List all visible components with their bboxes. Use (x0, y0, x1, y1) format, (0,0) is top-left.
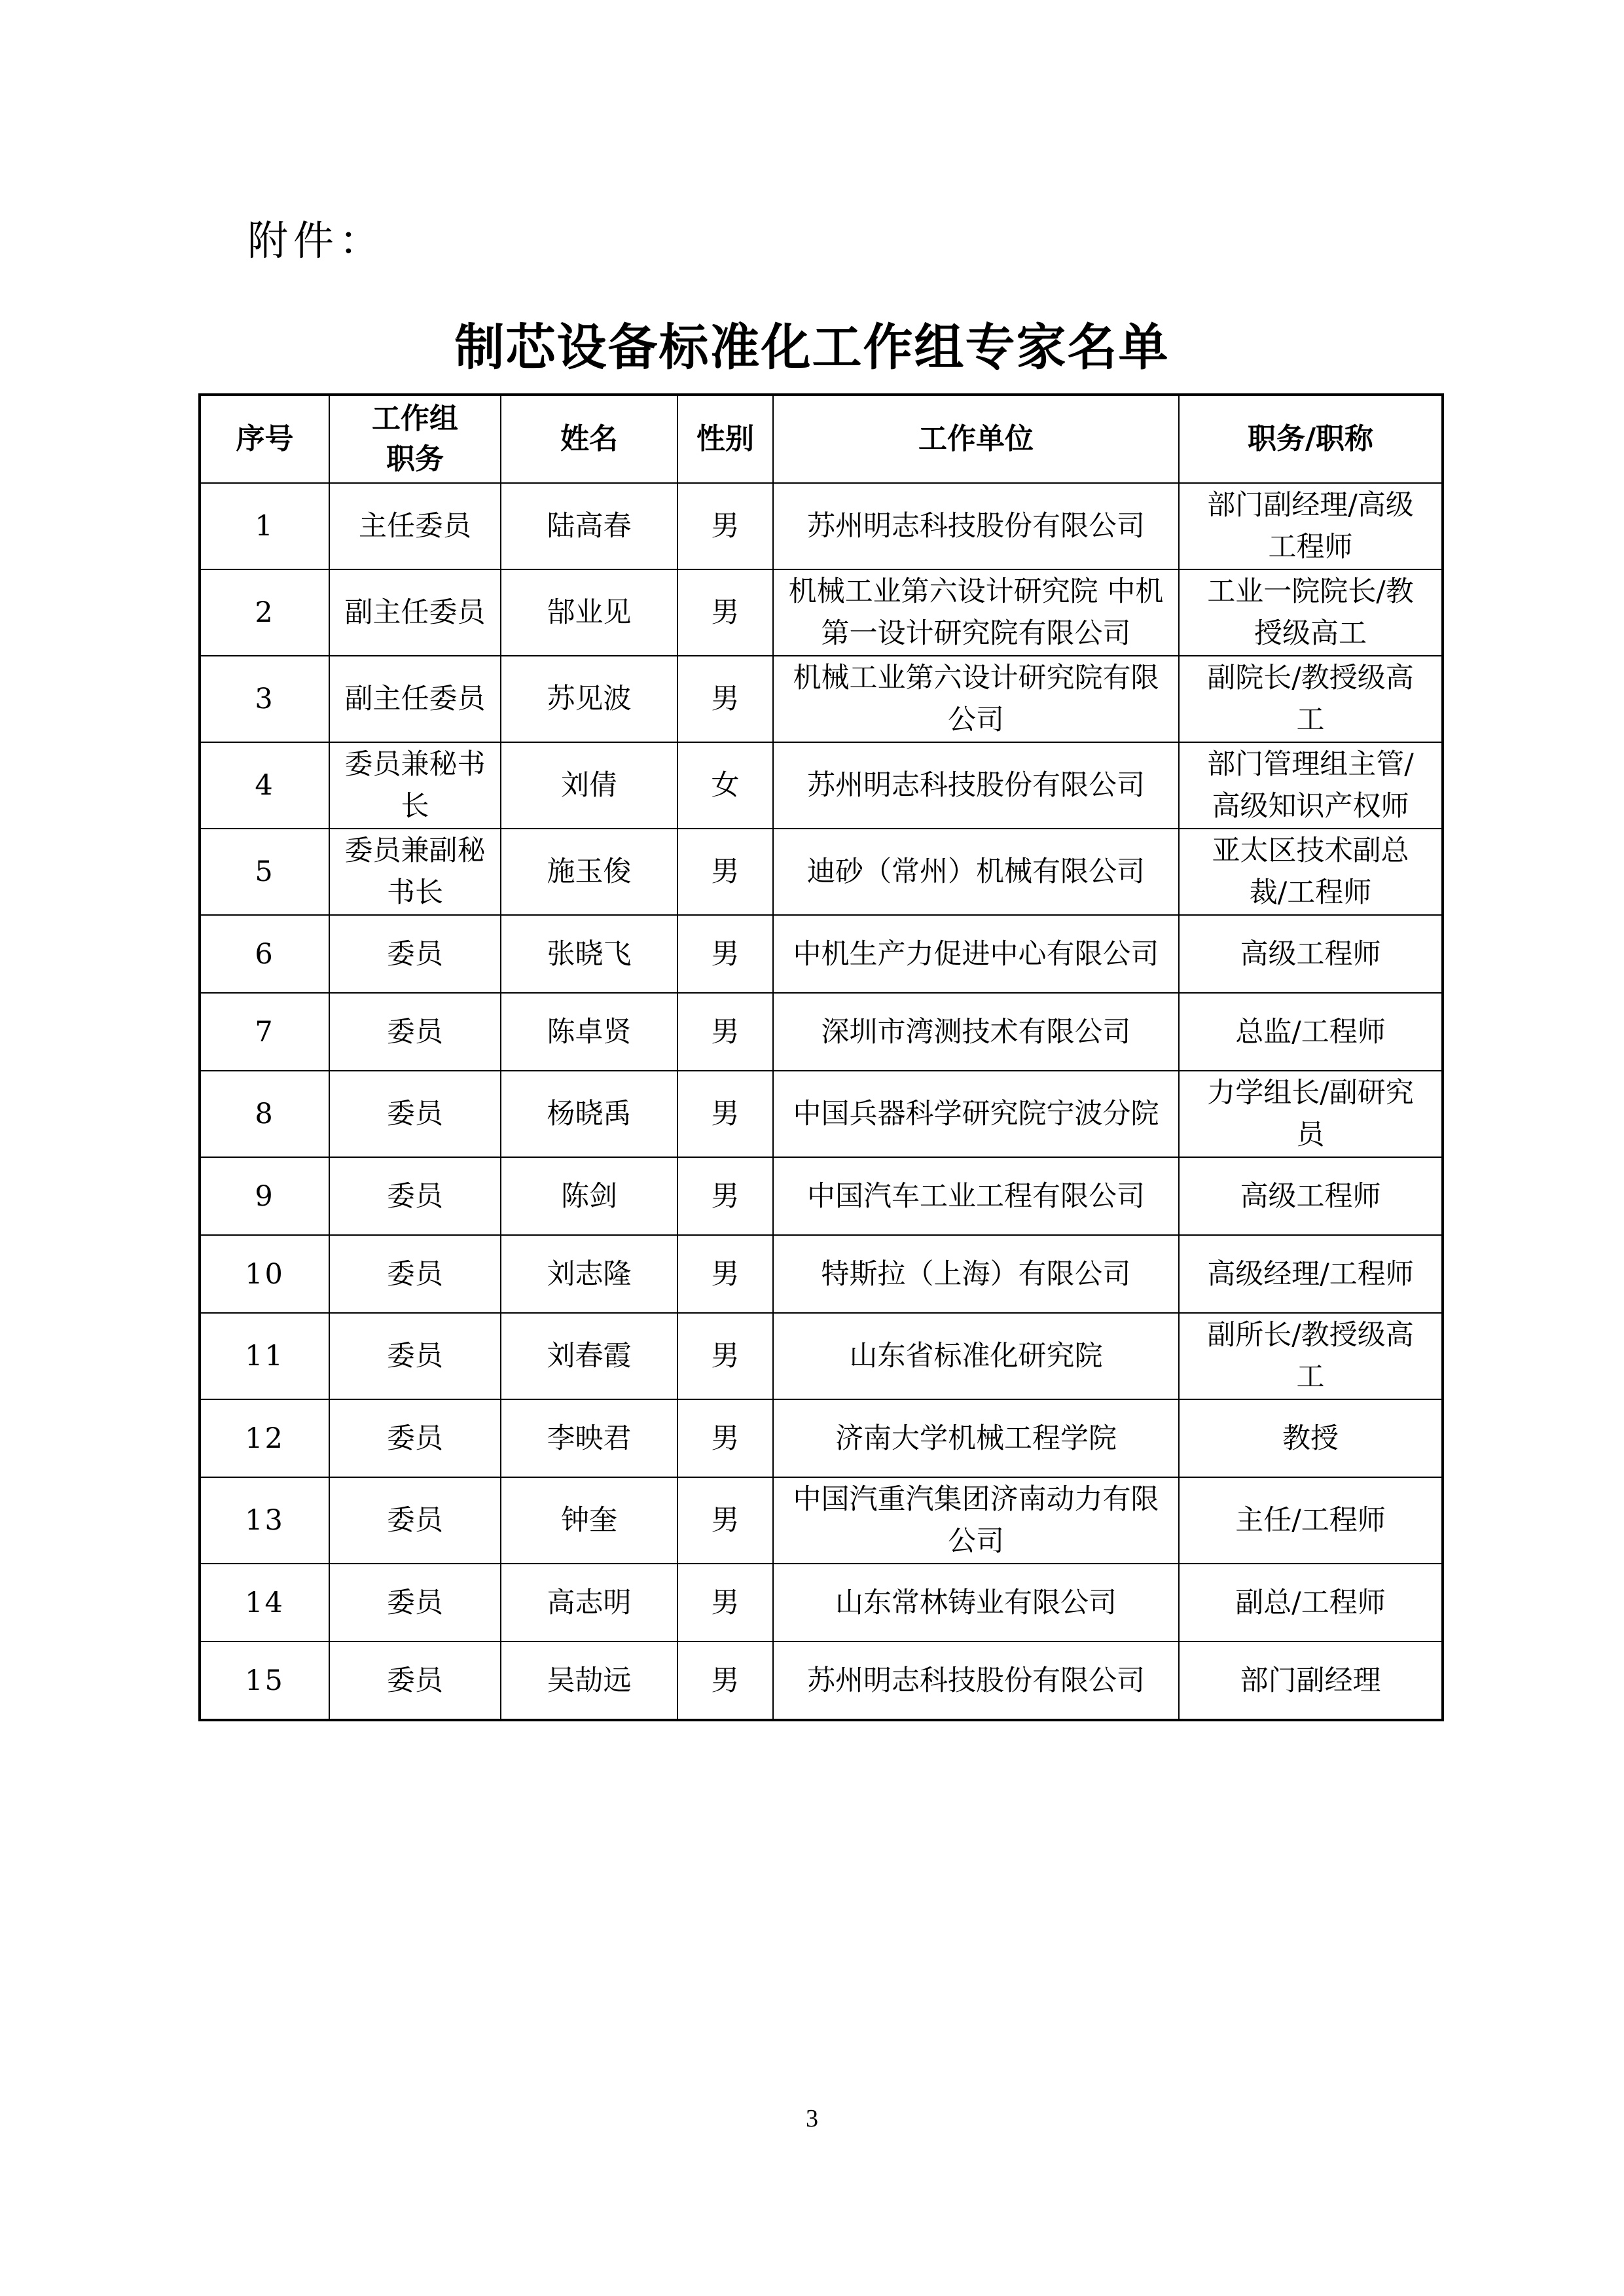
cell-name: 施玉俊 (501, 829, 677, 915)
cell-position-title: 亚太区技术副总裁/工程师 (1179, 829, 1443, 915)
cell-gender: 男 (677, 1399, 773, 1477)
header-serial-number: 序号 (200, 395, 329, 483)
cell-serial-number: 3 (200, 656, 329, 742)
cell-position-title: 副总/工程师 (1179, 1564, 1443, 1641)
cell-work-unit: 苏州明志科技股份有限公司 (773, 742, 1179, 829)
table-row (200, 1071, 1443, 1157)
cell-name: 陈卓贤 (501, 993, 677, 1071)
cell-position-title: 副院长/教授级高工 (1179, 656, 1443, 742)
cell-gender: 男 (677, 829, 773, 915)
cell-work-unit: 中国汽重汽集团济南动力有限公司 (773, 1477, 1179, 1564)
header-position-title: 职务/职称 (1179, 395, 1443, 483)
cell-gender: 女 (677, 742, 773, 829)
cell-serial-number: 8 (200, 1071, 329, 1157)
cell-position-title: 力学组长/副研究员 (1179, 1071, 1443, 1157)
cell-group-role: 委员 (329, 1071, 501, 1157)
cell-name: 刘倩 (501, 742, 677, 829)
cell-work-unit: 中国兵器科学研究院宁波分院 (773, 1071, 1179, 1157)
cell-position-title: 总监/工程师 (1179, 993, 1443, 1071)
cell-name: 李映君 (501, 1399, 677, 1477)
cell-serial-number: 7 (200, 993, 329, 1071)
cell-work-unit: 济南大学机械工程学院 (773, 1399, 1179, 1477)
cell-gender: 男 (677, 1477, 773, 1564)
cell-serial-number: 9 (200, 1157, 329, 1235)
header-gender: 性别 (677, 395, 773, 483)
cell-position-title: 高级经理/工程师 (1179, 1235, 1443, 1313)
cell-work-unit: 山东省标准化研究院 (773, 1313, 1179, 1399)
table-body (200, 483, 1443, 1720)
cell-gender: 男 (677, 656, 773, 742)
cell-serial-number: 6 (200, 915, 329, 993)
cell-name: 张晓飞 (501, 915, 677, 993)
table-row (200, 1235, 1443, 1313)
cell-group-role: 委员 (329, 1641, 501, 1720)
attachment-label: 附件： (247, 217, 386, 264)
cell-work-unit: 机械工业第六设计研究院有限公司 (773, 656, 1179, 742)
cell-position-title: 高级工程师 (1179, 915, 1443, 993)
cell-gender: 男 (677, 569, 773, 656)
cell-group-role: 主任委员 (329, 483, 501, 569)
cell-position-title: 主任/工程师 (1179, 1477, 1443, 1564)
table-row (200, 1641, 1443, 1720)
cell-group-role: 委员 (329, 1157, 501, 1235)
cell-gender: 男 (677, 483, 773, 569)
cell-work-unit: 中国汽车工业工程有限公司 (773, 1157, 1179, 1235)
cell-serial-number: 4 (200, 742, 329, 829)
cell-gender: 男 (677, 1235, 773, 1313)
cell-group-role: 委员 (329, 993, 501, 1071)
cell-serial-number: 13 (200, 1477, 329, 1564)
cell-serial-number: 10 (200, 1235, 329, 1313)
cell-work-unit: 苏州明志科技股份有限公司 (773, 1641, 1179, 1720)
cell-work-unit: 迪砂（常州）机械有限公司 (773, 829, 1179, 915)
table-row (200, 656, 1443, 742)
header-work-unit: 工作单位 (773, 395, 1179, 483)
cell-serial-number: 15 (200, 1641, 329, 1720)
cell-group-role: 副主任委员 (329, 569, 501, 656)
cell-gender: 男 (677, 1071, 773, 1157)
cell-name: 吴劼远 (501, 1641, 677, 1720)
table-row (200, 915, 1443, 993)
cell-serial-number: 12 (200, 1399, 329, 1477)
table-row (200, 1313, 1443, 1399)
cell-name: 杨晓禹 (501, 1071, 677, 1157)
cell-gender: 男 (677, 1313, 773, 1399)
cell-name: 钟奎 (501, 1477, 677, 1564)
cell-name: 苏见波 (501, 656, 677, 742)
header-name: 姓名 (501, 395, 677, 483)
cell-group-role: 委员 (329, 1564, 501, 1641)
cell-group-role: 委员 (329, 1235, 501, 1313)
table-row (200, 1477, 1443, 1564)
cell-serial-number: 1 (200, 483, 329, 569)
expert-list-table (198, 393, 1444, 1721)
cell-work-unit: 中机生产力促进中心有限公司 (773, 915, 1179, 993)
table-row (200, 1399, 1443, 1477)
header-group-role: 工作组职务 (329, 395, 501, 483)
cell-gender: 男 (677, 1157, 773, 1235)
document-title: 制芯设备标准化工作组专家名单 (454, 318, 1170, 376)
cell-work-unit: 机械工业第六设计研究院 中机第一设计研究院有限公司 (773, 569, 1179, 656)
cell-serial-number: 5 (200, 829, 329, 915)
table-row (200, 483, 1443, 569)
cell-gender: 男 (677, 993, 773, 1071)
cell-gender: 男 (677, 915, 773, 993)
cell-group-role: 副主任委员 (329, 656, 501, 742)
cell-name: 刘志隆 (501, 1235, 677, 1313)
cell-gender: 男 (677, 1641, 773, 1720)
cell-name: 陈剑 (501, 1157, 677, 1235)
cell-group-role: 委员兼秘书长 (329, 742, 501, 829)
cell-position-title: 高级工程师 (1179, 1157, 1443, 1235)
cell-work-unit: 深圳市湾测技术有限公司 (773, 993, 1179, 1071)
cell-serial-number: 14 (200, 1564, 329, 1641)
table-row (200, 1564, 1443, 1641)
cell-position-title: 部门管理组主管/高级知识产权师 (1179, 742, 1443, 829)
cell-work-unit: 特斯拉（上海）有限公司 (773, 1235, 1179, 1313)
cell-position-title: 部门副经理 (1179, 1641, 1443, 1720)
table-header-row (200, 395, 1443, 483)
cell-name: 郜业见 (501, 569, 677, 656)
cell-serial-number: 2 (200, 569, 329, 656)
cell-work-unit: 山东常林铸业有限公司 (773, 1564, 1179, 1641)
cell-serial-number: 11 (200, 1313, 329, 1399)
cell-gender: 男 (677, 1564, 773, 1641)
cell-group-role: 委员兼副秘书长 (329, 829, 501, 915)
cell-group-role: 委员 (329, 1399, 501, 1477)
cell-name: 高志明 (501, 1564, 677, 1641)
cell-group-role: 委员 (329, 915, 501, 993)
table-row (200, 829, 1443, 915)
cell-work-unit: 苏州明志科技股份有限公司 (773, 483, 1179, 569)
table-row (200, 742, 1443, 829)
table-row (200, 993, 1443, 1071)
cell-position-title: 教授 (1179, 1399, 1443, 1477)
page-number: 3 (806, 2105, 818, 2132)
cell-group-role: 委员 (329, 1477, 501, 1564)
table-row (200, 1157, 1443, 1235)
cell-name: 陆高春 (501, 483, 677, 569)
cell-name: 刘春霞 (501, 1313, 677, 1399)
cell-position-title: 部门副经理/高级工程师 (1179, 483, 1443, 569)
cell-group-role: 委员 (329, 1313, 501, 1399)
cell-position-title: 副所长/教授级高工 (1179, 1313, 1443, 1399)
cell-position-title: 工业一院院长/教授级高工 (1179, 569, 1443, 656)
table-row (200, 569, 1443, 656)
